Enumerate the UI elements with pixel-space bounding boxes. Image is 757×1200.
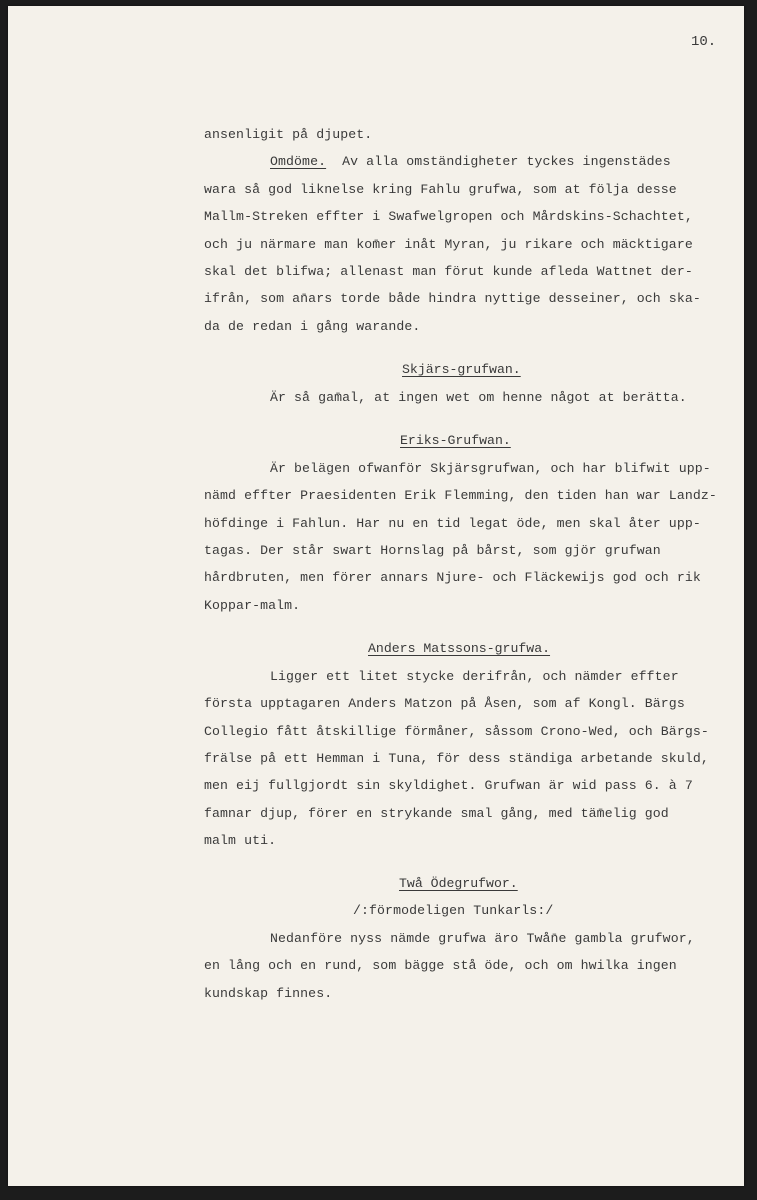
- document-page: [8, 6, 744, 1186]
- text-line: skal det blifwa; allenast man förut kunde afleda Wattnet der-: [204, 264, 693, 279]
- text-line: Ligger ett litet stycke derifrån, och nämder effter: [270, 669, 679, 684]
- omdome-line: [270, 154, 671, 169]
- heading-twa-odegrufwor: Twå Ödegrufwor.: [399, 876, 518, 891]
- page-number: 10.: [691, 34, 717, 50]
- heading-skjars-grufwan: Skjärs-grufwan.: [402, 362, 521, 377]
- text-line: en lång och en rund, som bägge stå öde, och om hwilka ingen: [204, 958, 677, 973]
- text-line: men eij fullgjordt sin skyldighet. Grufwan är wid pass 6. à 7: [204, 778, 693, 793]
- text-line: ansenligit på djupet.: [204, 127, 373, 142]
- text-line: nämd effter Praesidenten Erik Flemming, den tiden han war Landz-: [204, 488, 717, 503]
- text-line: wara så god liknelse kring Fahlu grufwa, som at följa desse: [204, 182, 677, 197]
- heading-eriks-grufwan: Eriks-Grufwan.: [400, 433, 511, 448]
- text-line: tagas. Der står swart Hornslag på bårst, som gjör grufwan: [204, 543, 661, 558]
- heading-anders-matssons-grufwa: Anders Matssons-grufwa.: [368, 641, 551, 656]
- text-line: Mallm-Streken effter i Swafwelgropen och Mårdskins-Schachtet,: [204, 209, 693, 224]
- text-line: höfdinge i Fahlun. Har nu en tid legat öde, men skal åter upp-: [204, 516, 701, 531]
- text-line: kundskap finnes.: [204, 986, 333, 1001]
- text-line: da de redan i gång warande.: [204, 319, 421, 334]
- text-line: Är så gam̄al, at ingen wet om henne något at berätta.: [270, 390, 687, 405]
- text-line: ifrån, som an̄ars torde både hindra nyttige desseiner, och ska-: [204, 291, 701, 306]
- text-line: Är belägen ofwanför Skjärsgrufwan, och har blifwit upp-: [270, 461, 711, 476]
- text-line: malm uti.: [204, 833, 277, 848]
- text-line: famnar djup, förer en strykande smal gång, med täm̄elig god: [204, 806, 669, 821]
- text-line: Koppar-malm.: [204, 598, 301, 613]
- text-line: Collegio fått åtskillige förmåner, såssom Crono-Wed, och Bärgs-: [204, 724, 709, 739]
- text-line: första upptagaren Anders Matzon på Åsen, som af Kongl. Bärgs: [204, 696, 685, 711]
- text-line: Av alla omständigheter tyckes ingenstädes: [342, 154, 671, 169]
- text-line: och ju närmare man kom̄er inåt Myran, ju rikare och mäcktigare: [204, 237, 693, 252]
- text-line: hårdbruten, men förer annars Njure- och Fläckewijs god och rik: [204, 570, 701, 585]
- text-line: frälse på ett Hemman i Tuna, för dess ständiga arbetande skuld,: [204, 751, 709, 766]
- text-line: Nedanföre nyss nämde grufwa äro Twån̄e gambla grufwor,: [270, 931, 695, 946]
- subheading-tunkarls: /:förmodeligen Tunkarls:/: [353, 903, 554, 918]
- omdome-label: Omdöme.: [270, 154, 327, 169]
